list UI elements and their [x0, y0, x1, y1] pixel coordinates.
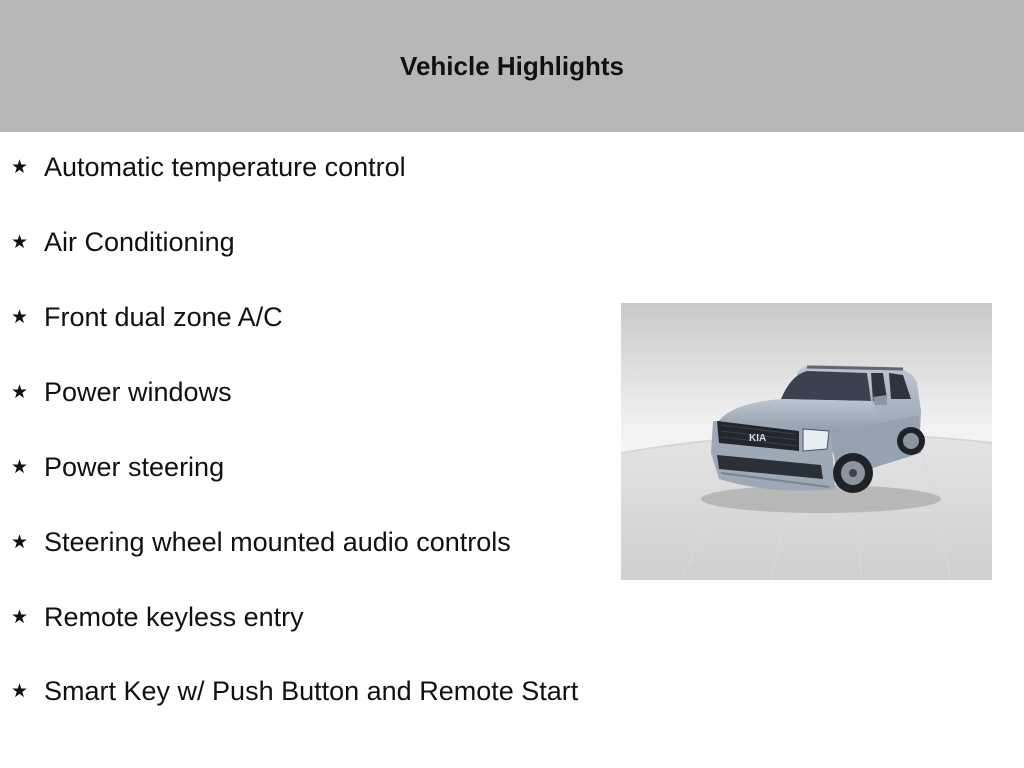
feature-label: Remote keyless entry	[44, 602, 304, 632]
star-icon: ★	[11, 231, 29, 253]
vehicle-photo	[621, 303, 992, 580]
suv-image	[621, 303, 992, 580]
star-icon: ★	[11, 531, 29, 553]
list-item	[10, 450, 590, 484]
feature-label: Power steering	[44, 452, 225, 482]
list-item	[10, 375, 590, 409]
list-item	[10, 674, 590, 708]
star-icon: ★	[11, 381, 29, 403]
feature-label: Automatic temperature control	[44, 152, 406, 182]
star-icon: ★	[11, 680, 29, 702]
feature-label: Steering wheel mounted audio controls	[44, 527, 511, 557]
list-item	[10, 300, 590, 334]
feature-label: Smart Key w/ Push Button and Remote Start	[44, 676, 579, 706]
page-title: Vehicle Highlights	[400, 50, 624, 81]
list-item	[10, 600, 590, 634]
feature-label: Front dual zone A/C	[44, 302, 283, 332]
star-icon: ★	[11, 606, 29, 628]
list-item	[10, 525, 590, 559]
feature-label: Power windows	[44, 377, 232, 407]
list-item	[10, 150, 590, 184]
star-icon: ★	[11, 306, 29, 328]
star-icon: ★	[11, 156, 29, 178]
header-bar	[0, 0, 1024, 132]
feature-label: Air Conditioning	[44, 227, 235, 257]
star-icon: ★	[11, 456, 29, 478]
list-item	[10, 225, 590, 259]
kia-badge: KIA	[749, 433, 767, 444]
